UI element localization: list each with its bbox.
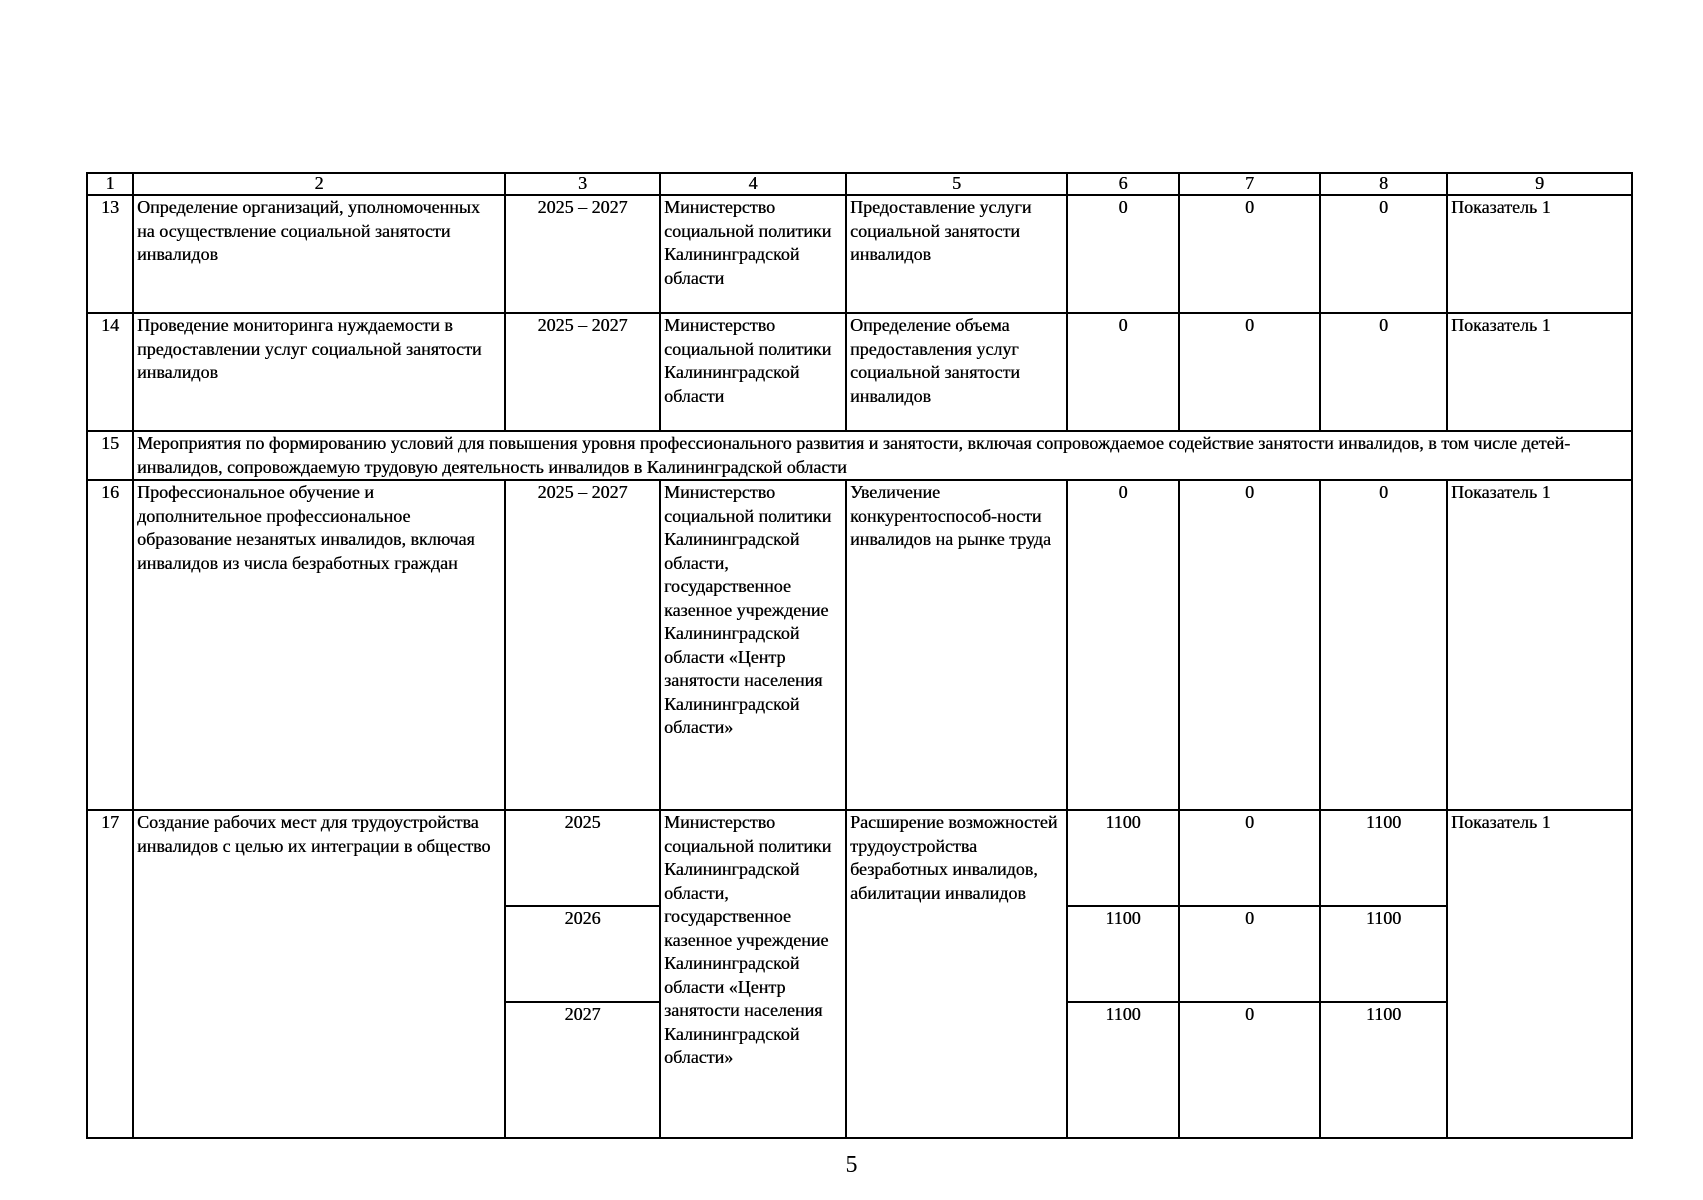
value-col7: 0 (1179, 1002, 1320, 1138)
activity-result: Предоставление услуги социальной занятости инвалидов (846, 195, 1067, 313)
value-col7: 0 (1179, 313, 1320, 431)
value-col7: 0 (1179, 810, 1320, 906)
column-number-row (87, 173, 1632, 195)
column-header: 5 (846, 173, 1067, 195)
value-col6: 1100 (1067, 906, 1179, 1002)
activity-name: Профессиональное обучение и дополнительное профессиональное образование незанятых инвалидов, включая инвалидов из числа безработных граждан (133, 480, 505, 810)
column-header: 4 (660, 173, 846, 195)
row-number: 17 (87, 810, 133, 1138)
value-col7: 0 (1179, 195, 1320, 313)
page-number: 5 (845, 1152, 858, 1178)
activity-executor: Министерство социальной политики Калининградской области, государственное казенное учреждение Калининградской области «Центр занятости населения Калининградской области» (660, 480, 846, 810)
table-row (87, 810, 1632, 906)
column-header: 6 (1067, 173, 1179, 195)
value-col6: 1100 (1067, 810, 1179, 906)
activity-indicator: Показатель 1 (1447, 313, 1632, 431)
activity-executor: Министерство социальной политики Калининградской области (660, 313, 846, 431)
value-col6: 0 (1067, 313, 1179, 431)
activity-period: 2025 (505, 810, 660, 906)
section-row (87, 431, 1632, 480)
row-number: 16 (87, 480, 133, 810)
table-row (87, 480, 1632, 810)
value-col7: 0 (1179, 480, 1320, 810)
value-col8: 1100 (1320, 810, 1447, 906)
value-col8: 1100 (1320, 1002, 1447, 1138)
value-col8: 0 (1320, 480, 1447, 810)
table-row (87, 313, 1632, 431)
activity-indicator: Показатель 1 (1447, 810, 1632, 1138)
activity-name: Определение организаций, уполномоченных на осуществление социальной занятости инвалидов (133, 195, 505, 313)
value-col6: 1100 (1067, 1002, 1179, 1138)
activity-indicator: Показатель 1 (1447, 480, 1632, 810)
column-header: 2 (133, 173, 505, 195)
value-col8: 0 (1320, 313, 1447, 431)
activity-indicator: Показатель 1 (1447, 195, 1632, 313)
activity-executor: Министерство социальной политики Калининградской области (660, 195, 846, 313)
value-col6: 0 (1067, 480, 1179, 810)
section-title: Мероприятия по формированию условий для повышения уровня профессионального развития и занятости, включая сопровождаемое содействие занятости инвалидов, в том числе детей-инвалидов, сопровождаемую трудовую деятельность инвалидов в Калининградской области (133, 431, 1632, 480)
activities-table (86, 172, 1633, 1139)
activity-executor: Министерство социальной политики Калининградской области, государственное казенное учреждение Калининградской области «Центр занятости населения Калининградской области» (660, 810, 846, 1138)
activity-period: 2026 (505, 906, 660, 1002)
activity-period: 2025 – 2027 (505, 195, 660, 313)
row-number: 15 (87, 431, 133, 480)
activity-result: Определение объема предоставления услуг социальной занятости инвалидов (846, 313, 1067, 431)
value-col8: 1100 (1320, 906, 1447, 1002)
activity-period: 2025 – 2027 (505, 313, 660, 431)
activity-period: 2025 – 2027 (505, 480, 660, 810)
value-col8: 0 (1320, 195, 1447, 313)
column-header: 9 (1447, 173, 1632, 195)
row-number: 14 (87, 313, 133, 431)
column-header: 7 (1179, 173, 1320, 195)
activity-name: Создание рабочих мест для трудоустройства инвалидов с целью их интеграции в общество (133, 810, 505, 1138)
activity-result: Расширение возможностей трудоустройства безработных инвалидов, абилитации инвалидов (846, 810, 1067, 1138)
column-header: 3 (505, 173, 660, 195)
activity-name: Проведение мониторинга нуждаемости в предоставлении услуг социальной занятости инвалидов (133, 313, 505, 431)
table-row (87, 195, 1632, 313)
column-header: 1 (87, 173, 133, 195)
activity-result: Увеличение конкурентоспособ-ности инвалидов на рынке труда (846, 480, 1067, 810)
column-header: 8 (1320, 173, 1447, 195)
value-col6: 0 (1067, 195, 1179, 313)
row-number: 13 (87, 195, 133, 313)
value-col7: 0 (1179, 906, 1320, 1002)
activity-period: 2027 (505, 1002, 660, 1138)
